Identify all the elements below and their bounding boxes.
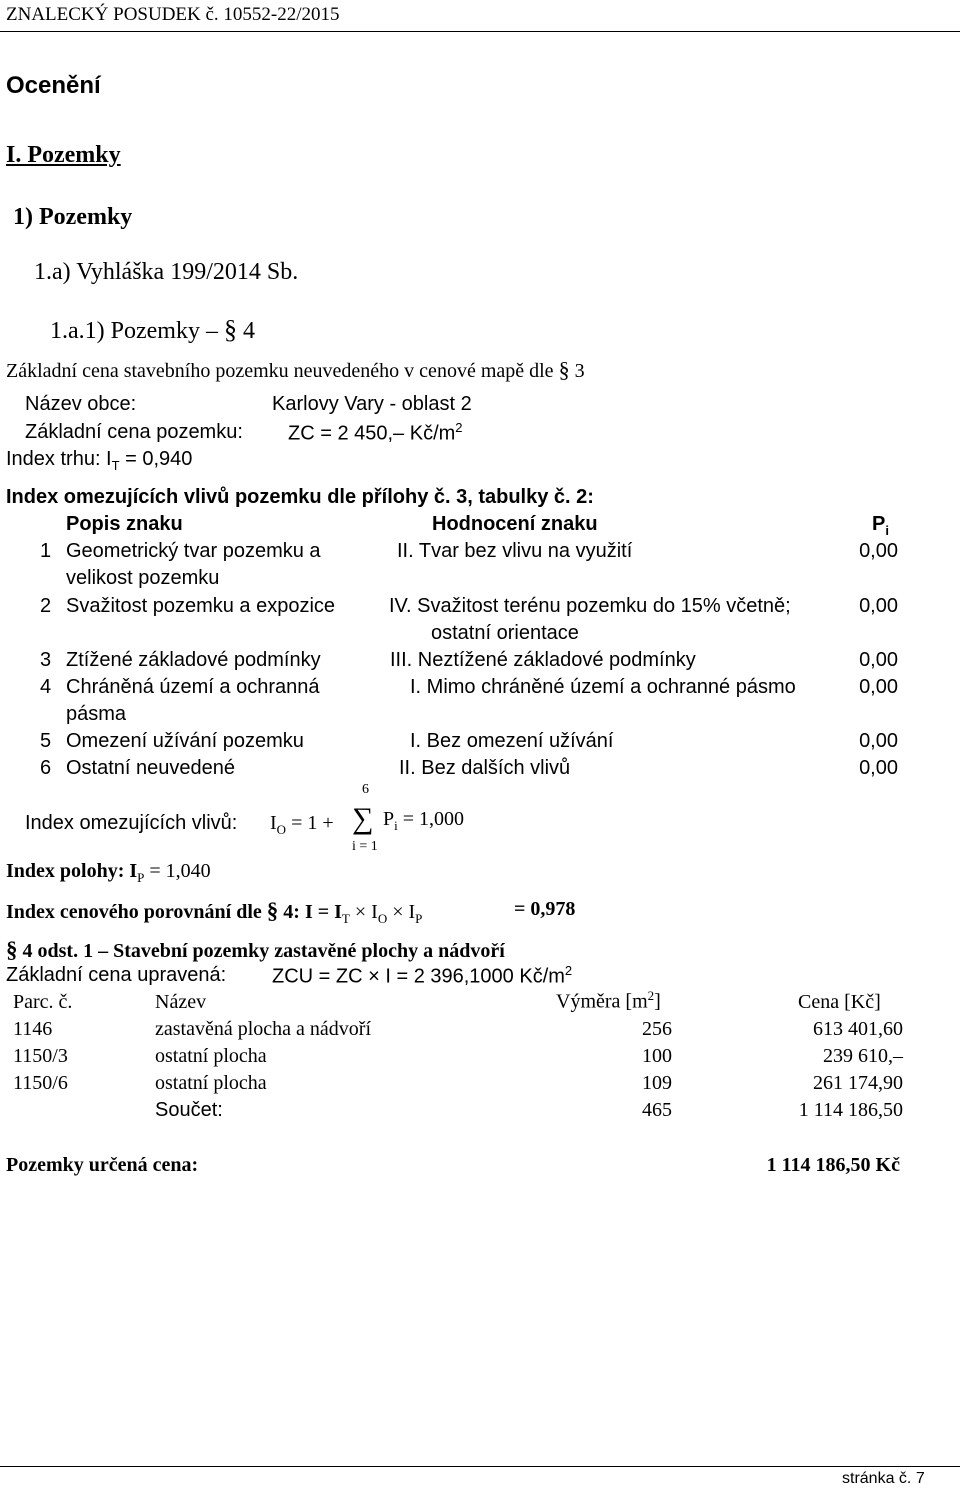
col-header-p-sub: i <box>885 523 889 538</box>
municipality-value: Karlovy Vary - oblast 2 <box>272 393 472 415</box>
parcel-row-parc: 1150/3 <box>13 1045 68 1067</box>
sum-lower-limit: i = 1 <box>352 839 378 854</box>
page-header-title: ZNALECKÝ POSUDEK č. 10552-22/2015 <box>6 4 340 25</box>
position-index <box>6 860 211 886</box>
parcel-col-price: Cena [Kč] <box>798 991 881 1013</box>
influence-row-desc: Omezení užívání pozemku <box>66 730 304 752</box>
influence-row-p: 0,00 <box>859 595 898 617</box>
parcel-col-area-exp: 2 <box>647 988 655 1003</box>
parcel-col-area <box>556 989 661 1014</box>
base-price-label: Základní cena pozemku: <box>25 421 243 443</box>
base-intro-ref: 3 <box>574 360 585 382</box>
influence-row-desc: Ztížené základové podmínky <box>66 649 321 671</box>
position-index-sub: P <box>137 870 145 885</box>
paragraph-sign: § <box>266 898 279 923</box>
adjusted-price-value <box>272 964 572 989</box>
price-index-ref: 4: I = I <box>283 901 342 923</box>
paragraph-sign: § <box>558 357 570 382</box>
adjusted-price-label: Základní cena upravená: <box>6 964 227 986</box>
influence-row-number: 3 <box>40 649 52 671</box>
parcel-sum-area: 465 <box>642 1099 672 1121</box>
influence-row-eval-cont: ostatní orientace <box>431 622 579 644</box>
parcel-row-price: 613 401,60 <box>813 1018 903 1040</box>
parcel-sum-label: Součet: <box>155 1099 223 1121</box>
header-divider <box>0 31 960 32</box>
parcel-row-name: ostatní plocha <box>155 1072 267 1094</box>
price-index <box>6 898 422 927</box>
market-index-sub: T <box>111 458 120 473</box>
influence-row-p: 0,00 <box>859 540 898 562</box>
parcel-row-parc: 1146 <box>13 1018 53 1040</box>
influence-row-desc: Geometrický tvar pozemku a <box>66 540 321 562</box>
municipality-label: Název obce: <box>25 393 137 415</box>
formula-p-letter: P <box>383 808 395 830</box>
price-index-x1: × I <box>349 901 378 923</box>
base-intro-text: Základní cena stavebního pozemku neuvedeného v cenové mapě dle <box>6 360 554 382</box>
heading-level2: 1) Pozemky <box>13 204 133 230</box>
influence-row-desc: Chráněná území a ochranná <box>66 676 320 698</box>
influence-row-number: 5 <box>40 730 52 752</box>
paragraph-sign: § <box>223 315 237 344</box>
influence-formula-label: Index omezujících vlivů: <box>25 812 238 834</box>
parcel-row-area: 256 <box>642 1018 672 1040</box>
parcel-sum-price: 1 114 186,50 <box>798 1099 903 1121</box>
influence-row-desc-cont: velikost pozemku <box>66 567 220 589</box>
parcel-row-price: 239 610,– <box>823 1045 903 1067</box>
base-intro <box>6 357 585 383</box>
heading-level4 <box>50 315 255 346</box>
section-title: Ocenění <box>6 72 101 99</box>
parcel-col-area-end: ] <box>654 990 661 1013</box>
influence-row-eval: III. Neztížené základové podmínky <box>390 649 696 671</box>
price-index-p: P <box>415 911 423 926</box>
parcel-row-name: ostatní plocha <box>155 1045 267 1067</box>
base-price-text: ZC = 2 450,– Kč/m <box>288 422 456 445</box>
influence-row-number: 1 <box>40 540 52 562</box>
parcel-row-name: zastavěná plocha a nádvoří <box>155 1018 372 1040</box>
heading-level1: I. Pozemky <box>6 142 121 168</box>
paragraph-sign: § <box>6 937 18 962</box>
col-header-desc: Popis znaku <box>66 513 183 535</box>
price-index-result: = 0,978 <box>514 898 576 920</box>
built-heading-text: 4 odst. 1 – Stavební pozemky zastavěné plochy a nádvoří <box>22 940 505 962</box>
adjusted-price-text: ZCU = ZC × I = 2 396,1000 Kč/m <box>272 965 565 988</box>
base-price-value <box>288 421 463 446</box>
influence-row-p: 0,00 <box>859 649 898 671</box>
footer-divider <box>0 1466 960 1467</box>
influence-row-desc-cont: pásma <box>66 703 127 725</box>
built-heading <box>6 937 505 963</box>
parcel-row-area: 109 <box>642 1072 672 1094</box>
parcel-row-area: 100 <box>642 1045 672 1067</box>
sum-upper-limit: 6 <box>362 782 369 797</box>
influence-row-eval: II. Bez dalších vlivů <box>399 757 571 779</box>
influence-heading: Index omezujících vlivů pozemku dle přílohy č. 3, tabulky č. 2: <box>6 486 594 508</box>
col-header-p-text: P <box>872 513 886 535</box>
market-index-label: Index trhu: I <box>6 448 112 470</box>
influence-row-p: 0,00 <box>859 676 898 698</box>
heading-level3: 1.a) Vyhláška 199/2014 Sb. <box>34 259 299 285</box>
price-index-x2: × I <box>387 901 416 923</box>
adjusted-price-exp: 2 <box>564 963 573 978</box>
formula-plus: = 1 + <box>286 812 334 834</box>
influence-row-number: 6 <box>40 757 52 779</box>
parcel-row-parc: 1150/6 <box>13 1072 68 1094</box>
influence-row-number: 4 <box>40 676 52 698</box>
price-index-t: T <box>341 911 350 926</box>
formula-p-sub: i <box>394 818 398 833</box>
heading-level4-prefix: 1.a.1) Pozemky – <box>50 318 218 344</box>
formula-io-sub: O <box>276 822 287 837</box>
influence-row-desc: Svažitost pozemku a expozice <box>66 595 336 617</box>
market-index-value: = 0,940 <box>119 448 193 470</box>
total-label: Pozemky určená cena: <box>6 1154 199 1176</box>
influence-row-p: 0,00 <box>859 730 898 752</box>
page-label: stránka č. <box>842 1470 912 1487</box>
parcel-col-name: Název <box>155 991 207 1013</box>
page-number: 7 <box>915 1470 925 1487</box>
influence-row-eval: IV. Svažitost terénu pozemku do 15% včetně; <box>389 595 791 617</box>
base-price-exp: 2 <box>455 420 463 435</box>
total-value: 1 114 186,50 Kč <box>766 1154 900 1176</box>
page-footer <box>842 1470 925 1488</box>
influence-row-eval: I. Mimo chráněné území a ochranné pásmo <box>410 676 796 698</box>
influence-row-eval: I. Bez omezení užívání <box>410 730 614 752</box>
influence-row-eval: II. Tvar bez vlivu na využití <box>397 540 633 562</box>
parcel-col-parc: Parc. č. <box>13 991 73 1013</box>
parcel-col-area-text: Výměra [m <box>556 990 648 1013</box>
formula-io-letter: I <box>270 812 277 834</box>
influence-row-p: 0,00 <box>859 757 898 779</box>
influence-row-desc: Ostatní neuvedené <box>66 757 236 779</box>
influence-row-number: 2 <box>40 595 52 617</box>
influence-formula-sum-term <box>383 808 464 834</box>
heading-level4-ref: 4 <box>242 318 255 344</box>
parcel-row-price: 261 174,90 <box>813 1072 903 1094</box>
position-index-value: = 1,040 <box>144 860 211 882</box>
position-index-label: Index polohy: I <box>6 860 138 882</box>
formula-result: = 1,000 <box>397 808 465 830</box>
price-index-prefix: Index cenového porovnání dle <box>6 901 262 923</box>
col-header-p <box>872 513 889 539</box>
market-index <box>6 448 192 474</box>
influence-formula-io <box>270 812 334 838</box>
sigma-symbol: ∑ <box>352 802 374 835</box>
col-header-eval: Hodnocení znaku <box>432 513 598 535</box>
price-index-o: O <box>377 911 388 926</box>
